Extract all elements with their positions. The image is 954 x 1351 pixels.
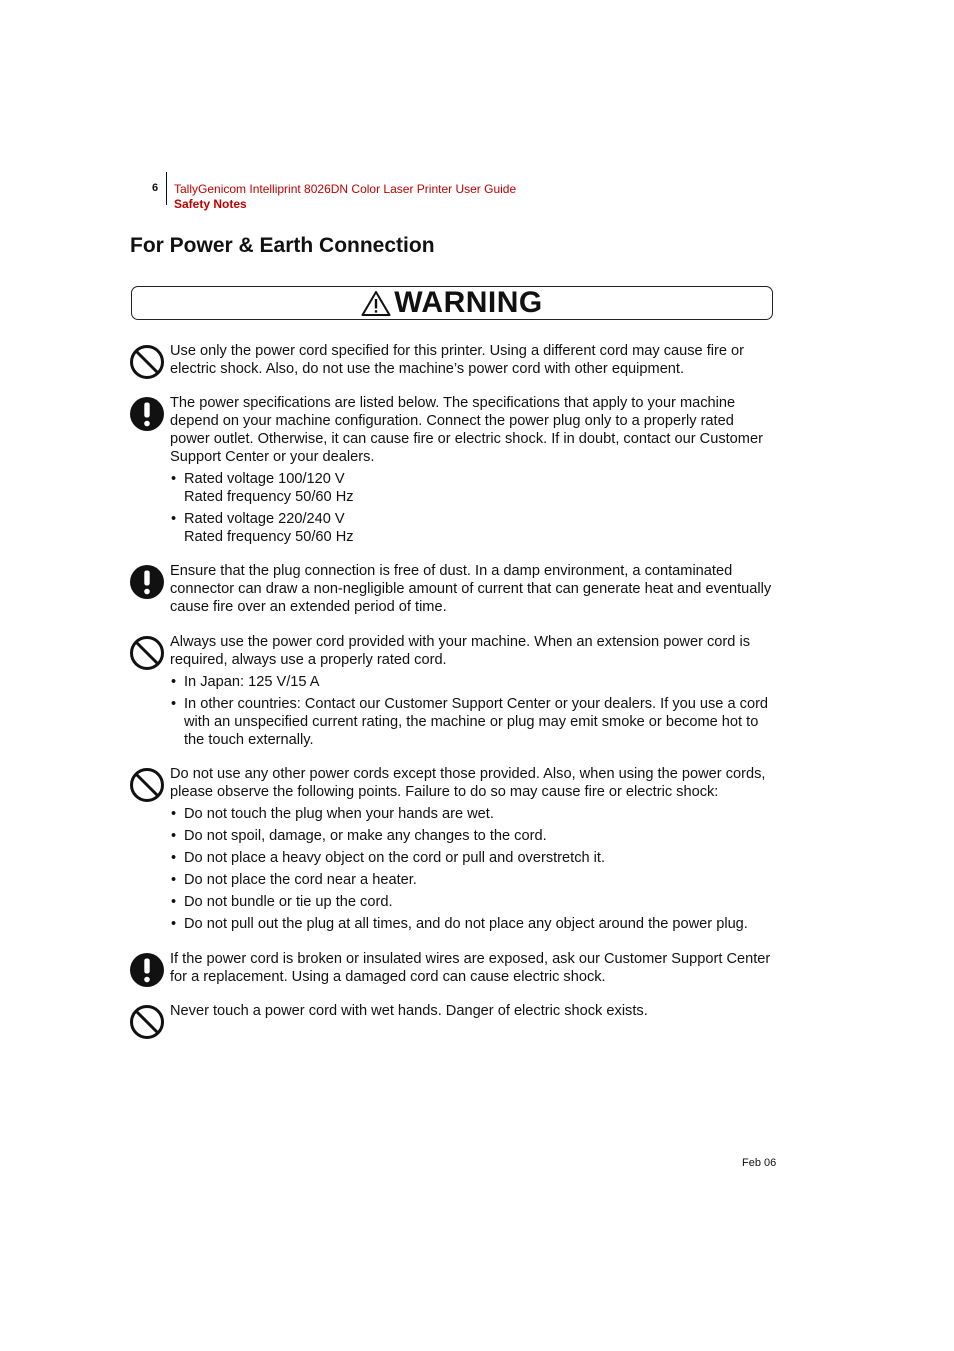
prohibited-icon	[129, 635, 165, 671]
list-item: • Do not touch the plug when your hands are wet.	[170, 805, 776, 823]
safety-item-text: Ensure that the plug connection is free of dust. In a damp environment, a contaminated connector can draw a non-negligible amount of current that can generate heat and eventually cause fire over an extended period of time.	[170, 563, 772, 615]
list-item: • Do not place the cord near a heater.	[170, 871, 776, 889]
safety-item-text: Always use the power cord provided with your machine. When an extension power cord is required, always use a properly rated cord.	[170, 634, 750, 668]
mandatory-icon	[129, 396, 165, 432]
header-divider	[166, 172, 167, 205]
warning-label: WARNING	[394, 286, 543, 319]
page-number: 6	[152, 182, 159, 194]
document-title: TallyGenicom Intelliprint 8026DN Color Laser Printer User Guide	[174, 182, 517, 196]
safety-item-3	[129, 562, 779, 616]
safety-item-1	[129, 342, 779, 378]
safety-item-text: Never touch a power cord with wet hands. Danger of electric shock exists.	[170, 1003, 648, 1019]
footer-date: Feb 06	[742, 1157, 777, 1169]
safety-item-5	[129, 765, 779, 937]
prohibited-icon	[129, 767, 165, 803]
list-item: • Do not bundle or tie up the cord.	[170, 893, 776, 911]
safety-item-text: The power specifications are listed below. The specifications that apply to your machine depend on your machine configuration. Connect the power plug only to a properly rated power outlet. Otherwise, it can cause fire or electric shock. If in doubt, contact our Customer Support Center or your dealers.	[170, 395, 763, 465]
prohibited-icon	[129, 344, 165, 380]
mandatory-icon	[129, 952, 165, 988]
list-item	[170, 470, 776, 506]
safety-item-text: If the power cord is broken or insulated wires are exposed, ask our Customer Support Center for a replacement. Using a damaged cord can cause electric shock.	[170, 951, 771, 985]
warning-triangle-icon	[361, 290, 391, 317]
list-item: • Do not place a heavy object on the cord or pull and overstretch it.	[170, 849, 776, 867]
warning-banner	[131, 286, 773, 320]
list-item: • Do not spoil, damage, or make any changes to the cord.	[170, 827, 776, 845]
safety-item-2	[129, 394, 779, 550]
mandatory-icon	[129, 564, 165, 600]
cord-rules-list	[170, 805, 776, 933]
section-title: For Power & Earth Connection	[130, 234, 435, 257]
safety-item-4	[129, 633, 779, 753]
safety-item-text: Use only the power cord specified for this printer. Using a different cord may cause fire or electric shock. Also, do not use the machine’s power cord with other equipment.	[170, 343, 745, 377]
list-item: • In Japan: 125 V/15 A	[170, 673, 776, 691]
list-item-line: Rated voltage 220/240 V	[184, 511, 345, 527]
prohibited-icon	[129, 1004, 165, 1040]
section-name: Safety Notes	[174, 197, 247, 211]
list-item: • Do not pull out the plug at all times, and do not place any object around the power plug.	[170, 915, 776, 933]
safety-item-7	[129, 1002, 779, 1020]
list-item: • In other countries: Contact our Customer Support Center or your dealers. If you use a cord with an unspecified current rating, the machine or plug may emit smoke or become hot to the touch externally.	[170, 695, 776, 749]
list-item-line: Rated voltage 100/120 V	[184, 471, 345, 487]
safety-item-6	[129, 950, 779, 986]
list-item	[170, 510, 776, 546]
list-item-line: Rated frequency 50/60 Hz	[184, 489, 354, 505]
spec-list	[170, 470, 776, 546]
safety-item-text: Do not use any other power cords except those provided. Also, when using the power cords, please observe the following points. Failure to do so may cause fire or electric shock:	[170, 766, 766, 800]
rating-list	[170, 673, 776, 749]
list-item-line: Rated frequency 50/60 Hz	[184, 529, 354, 545]
